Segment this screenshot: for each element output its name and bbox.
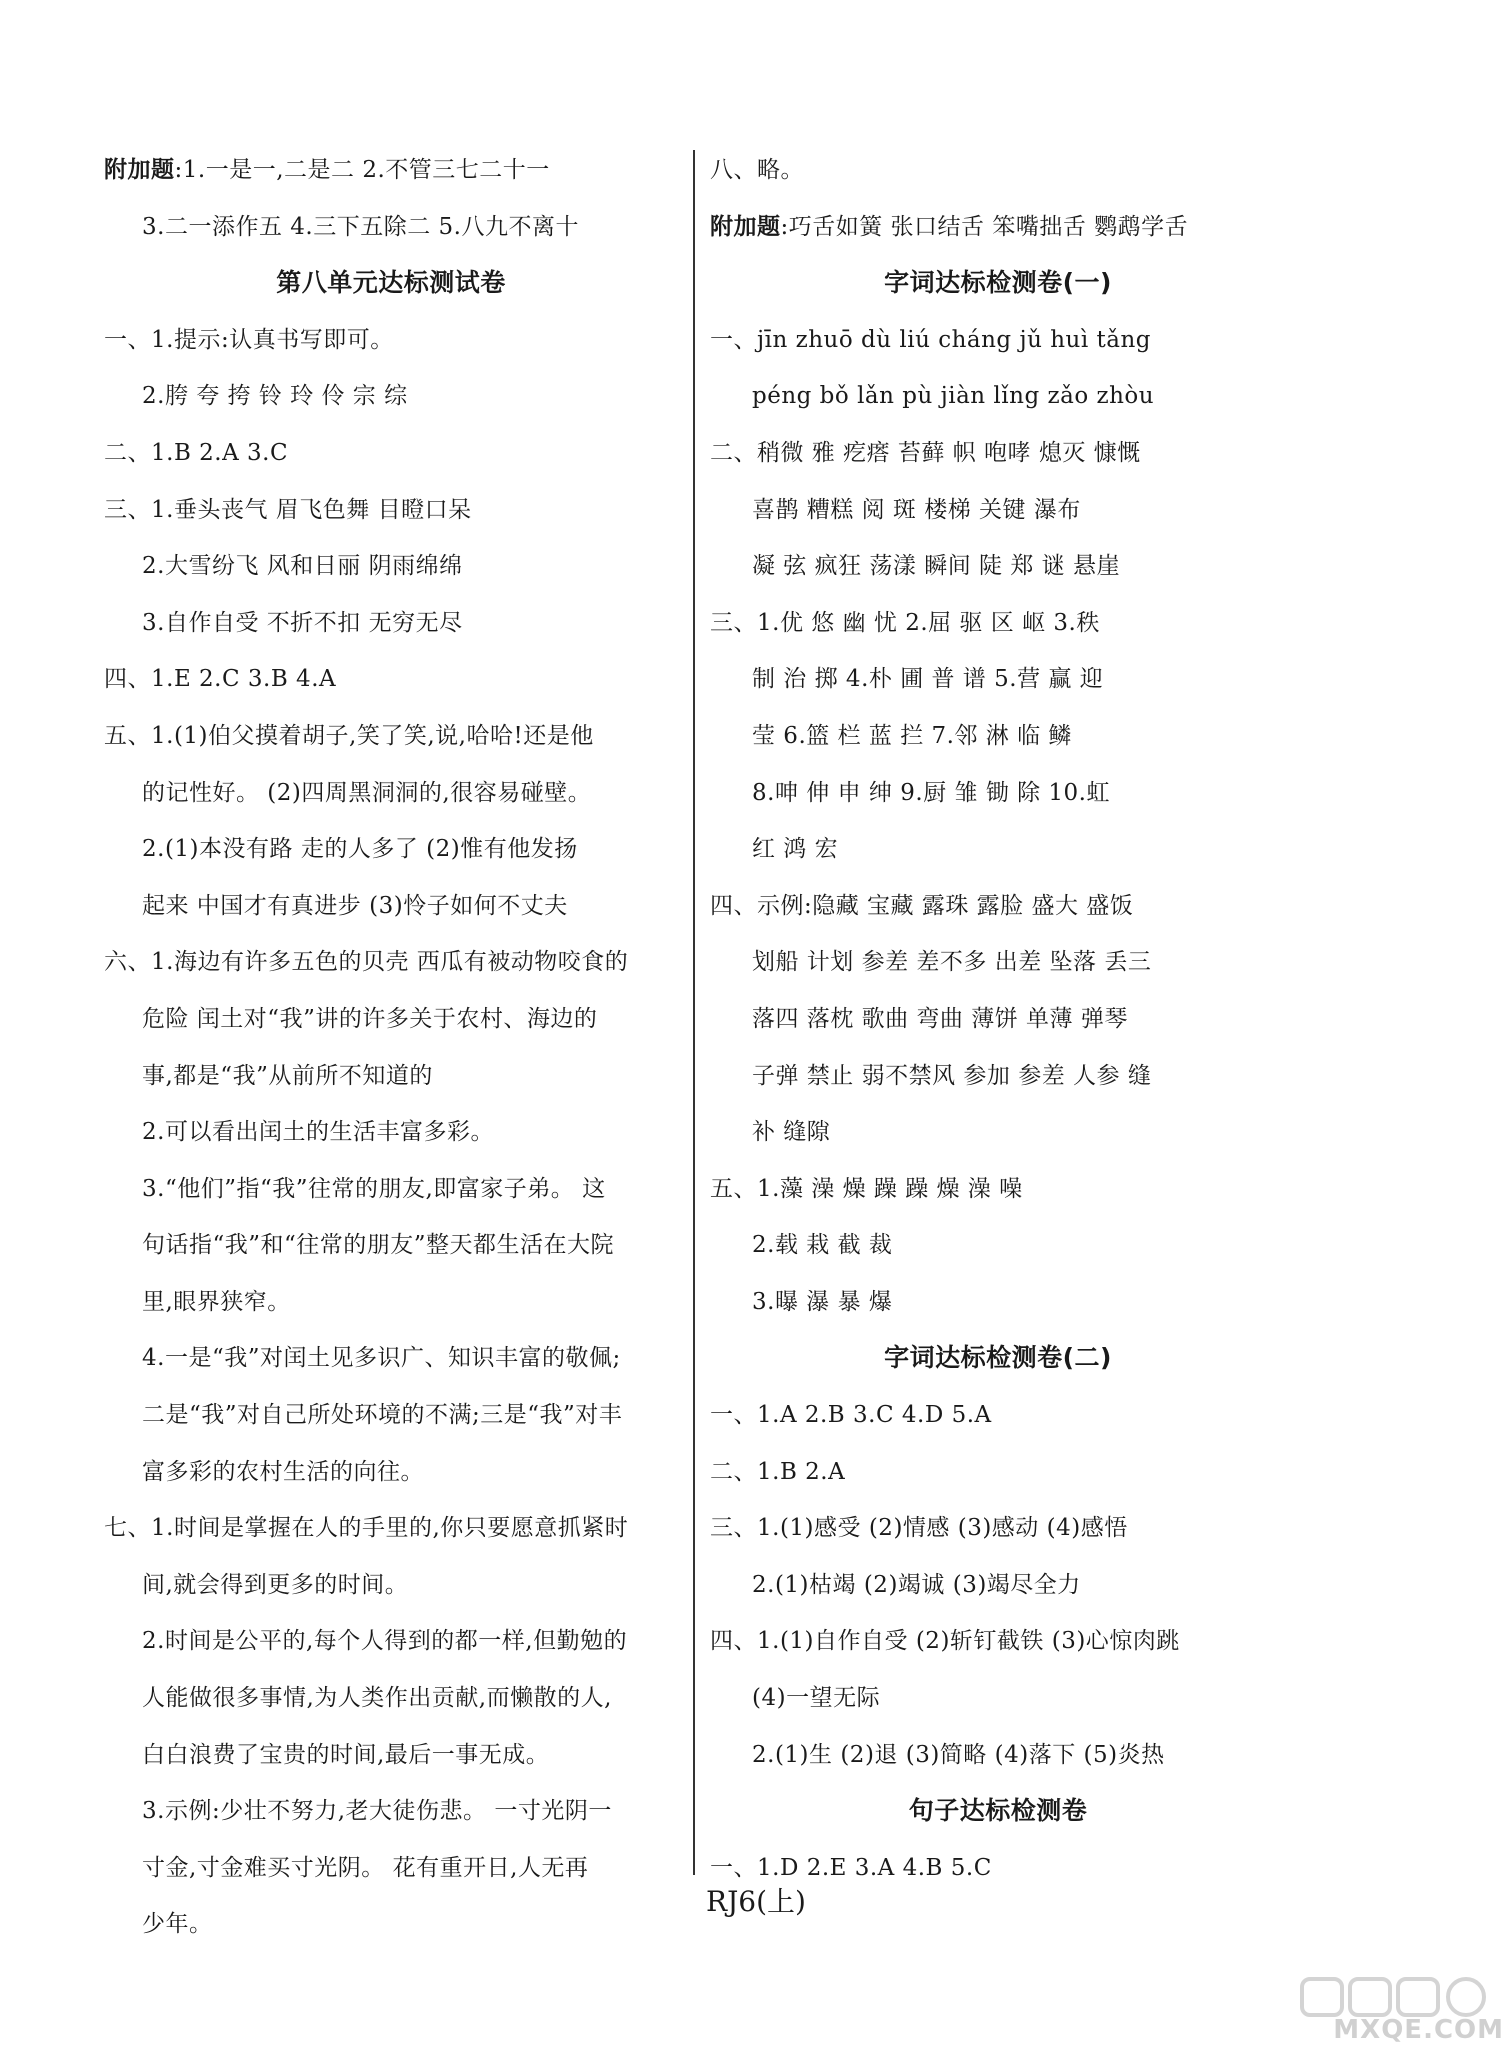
- answer-line: 3.曝 瀑 暴 爆: [752, 1288, 893, 1315]
- answer-line: 寸金,寸金难买寸光阴。 花有重开日,人无再: [142, 1854, 589, 1881]
- answer-line: 四、示例:隐藏 宝藏 露珠 露脸 盛大 盛饭: [710, 892, 1134, 919]
- answer-line: 间,就会得到更多的时间。: [142, 1571, 409, 1598]
- answer-line: 3.示例:少壮不努力,老大徒伤悲。 一寸光阴一: [142, 1798, 612, 1825]
- answer-line: 2.(1)枯竭 (2)竭诚 (3)竭尽全力: [752, 1571, 1081, 1598]
- section-heading: 第八单元达标测试卷: [276, 268, 506, 298]
- answer-line: 3.二一添作五 4.三下五除二 5.八九不离十: [142, 213, 579, 240]
- left-column: [104, 142, 678, 1953]
- answer-line: 一、1.A 2.B 3.C 4.D 5.A: [710, 1402, 992, 1429]
- answer-line: 的记性好。 (2)四周黑洞洞的,很容易碰壁。: [142, 779, 592, 806]
- answer-line: 少年。: [142, 1911, 213, 1938]
- answer-line: 附加题:1.一是一,二是二 2.不管三七二十一: [104, 157, 550, 183]
- answer-line: 2.载 栽 截 裁: [752, 1232, 893, 1259]
- answer-line: 三、1.(1)感受 (2)情感 (3)感动 (4)感悟: [710, 1515, 1128, 1542]
- answer-line: 2.(1)本没有路 走的人多了 (2)惟有他发扬: [142, 836, 578, 863]
- answer-line: 2.可以看出闰土的生活丰富多彩。: [142, 1119, 494, 1146]
- answer-line: 里,眼界狭窄。: [142, 1288, 291, 1315]
- answer-line: 一、1.D 2.E 3.A 4.B 5.C: [710, 1854, 992, 1881]
- answer-line: 一、jīn zhuō dù liú cháng jǔ huì tǎng: [710, 326, 1151, 353]
- answer-line: 三、1.垂头丧气 眉飞色舞 目瞪口呆: [104, 496, 472, 523]
- answer-line: 富多彩的农村生活的向往。: [142, 1458, 424, 1485]
- answer-line: 人能做很多事情,为人类作出贡献,而懒散的人,: [142, 1685, 612, 1712]
- answer-line: 附加题:巧舌如簧 张口结舌 笨嘴拙舌 鹦鹉学舌: [710, 213, 1189, 240]
- answer-line: 3.“他们”指“我”往常的朋友,即富家子弟。 这: [142, 1175, 606, 1202]
- answer-line: 四、1.E 2.C 3.B 4.A: [104, 666, 337, 693]
- answer-line: 2.时间是公平的,每个人得到的都一样,但勤勉的: [142, 1628, 628, 1655]
- answer-line: 事,都是“我”从前所不知道的: [142, 1062, 433, 1089]
- answer-line: 2.胯 夸 挎 铃 玲 伶 宗 综: [142, 383, 408, 410]
- answer-line: 八、略。: [710, 157, 804, 183]
- answer-line: 3.自作自受 不折不扣 无穷无尽: [142, 609, 463, 636]
- watermark: [1280, 1975, 1510, 2055]
- bonus-label: 附加题: [104, 157, 175, 183]
- answer-line: 8.呻 伸 申 绅 9.厨 雏 锄 除 10.虹: [752, 779, 1110, 806]
- answer-line: 补 缝隙: [752, 1119, 831, 1146]
- answer-line: 4.一是“我”对闰土见多识广、知识丰富的敬佩;: [142, 1345, 621, 1372]
- answer-line: 三、1.优 悠 幽 忧 2.屈 驱 区 岖 3.秩: [710, 609, 1100, 636]
- page-footer: RJ6(上): [706, 1885, 806, 1918]
- answer-line: 二、1.B 2.A 3.C: [104, 439, 289, 466]
- section-heading: 字词达标检测卷(二): [884, 1343, 1112, 1373]
- answer-line: 2.大雪纷飞 风和日丽 阴雨绵绵: [142, 553, 463, 580]
- answer-line: 起来 中国才有真进步 (3)怜子如何不丈夫: [142, 892, 568, 919]
- answer-line: 红 鸿 宏: [752, 836, 839, 863]
- column-divider: [693, 150, 695, 1875]
- answer-line: 七、1.时间是掌握在人的手里的,你只要愿意抓紧时: [104, 1515, 629, 1542]
- answer-line: 2.(1)生 (2)退 (3)简略 (4)落下 (5)炎热: [752, 1741, 1165, 1768]
- answer-line: 凝 弦 疯狂 荡漾 瞬间 陡 郑 谜 悬崖: [752, 553, 1120, 580]
- answer-line: 一、1.提示:认真书写即可。: [104, 326, 394, 353]
- answer-line: 五、1.(1)伯父摸着胡子,笑了笑,说,哈哈!还是他: [104, 722, 594, 749]
- answer-line: 喜鹊 糟糕 阅 斑 楼梯 关键 瀑布: [752, 496, 1081, 523]
- answer-line: 莹 6.篮 栏 蓝 拦 7.邻 淋 临 鳞: [752, 722, 1072, 749]
- answer-line: 五、1.藻 澡 燥 躁 躁 燥 澡 噪: [710, 1175, 1023, 1202]
- bonus-label: 附加题: [710, 213, 781, 240]
- section-heading: 句子达标检测卷: [908, 1796, 1088, 1826]
- answer-line: 白白浪费了宝贵的时间,最后一事无成。: [142, 1741, 550, 1768]
- answer-line: 子弹 禁止 弱不禁风 参加 参差 人参 缝: [752, 1062, 1152, 1089]
- answer-line: (4)一望无际: [752, 1685, 881, 1712]
- watermark-logo-icon: [1300, 1975, 1490, 2019]
- answer-line: 句话指“我”和“往常的朋友”整天都生活在大院: [142, 1232, 615, 1259]
- answer-line: 二、稍微 雅 疙瘩 苔藓 帜 咆哮 熄灭 慷慨: [710, 439, 1141, 466]
- answer-line: péng bǒ lǎn pù jiàn lǐng zǎo zhòu: [752, 383, 1155, 410]
- section-heading: 字词达标检测卷(一): [884, 268, 1112, 298]
- watermark-text: MXQE.COM: [1333, 2015, 1504, 2045]
- answer-line: 划船 计划 参差 差不多 出差 坠落 丢三: [752, 949, 1152, 976]
- answer-line: 制 治 掷 4.朴 圃 普 谱 5.营 赢 迎: [752, 666, 1104, 693]
- answer-line: 六、1.海边有许多五色的贝壳 西瓜有被动物咬食的: [104, 949, 629, 976]
- answer-line: 落四 落枕 歌曲 弯曲 薄饼 单薄 弹琴: [752, 1005, 1128, 1032]
- answer-line: 二、1.B 2.A: [710, 1458, 846, 1485]
- answer-line: 四、1.(1)自作自受 (2)斩钉截铁 (3)心惊肉跳: [710, 1628, 1180, 1655]
- answer-line: 二是“我”对自己所处环境的不满;三是“我”对丰: [142, 1402, 623, 1429]
- right-column: [710, 142, 1286, 1896]
- answer-line: 危险 闰土对“我”讲的许多关于农村、海边的: [142, 1005, 598, 1032]
